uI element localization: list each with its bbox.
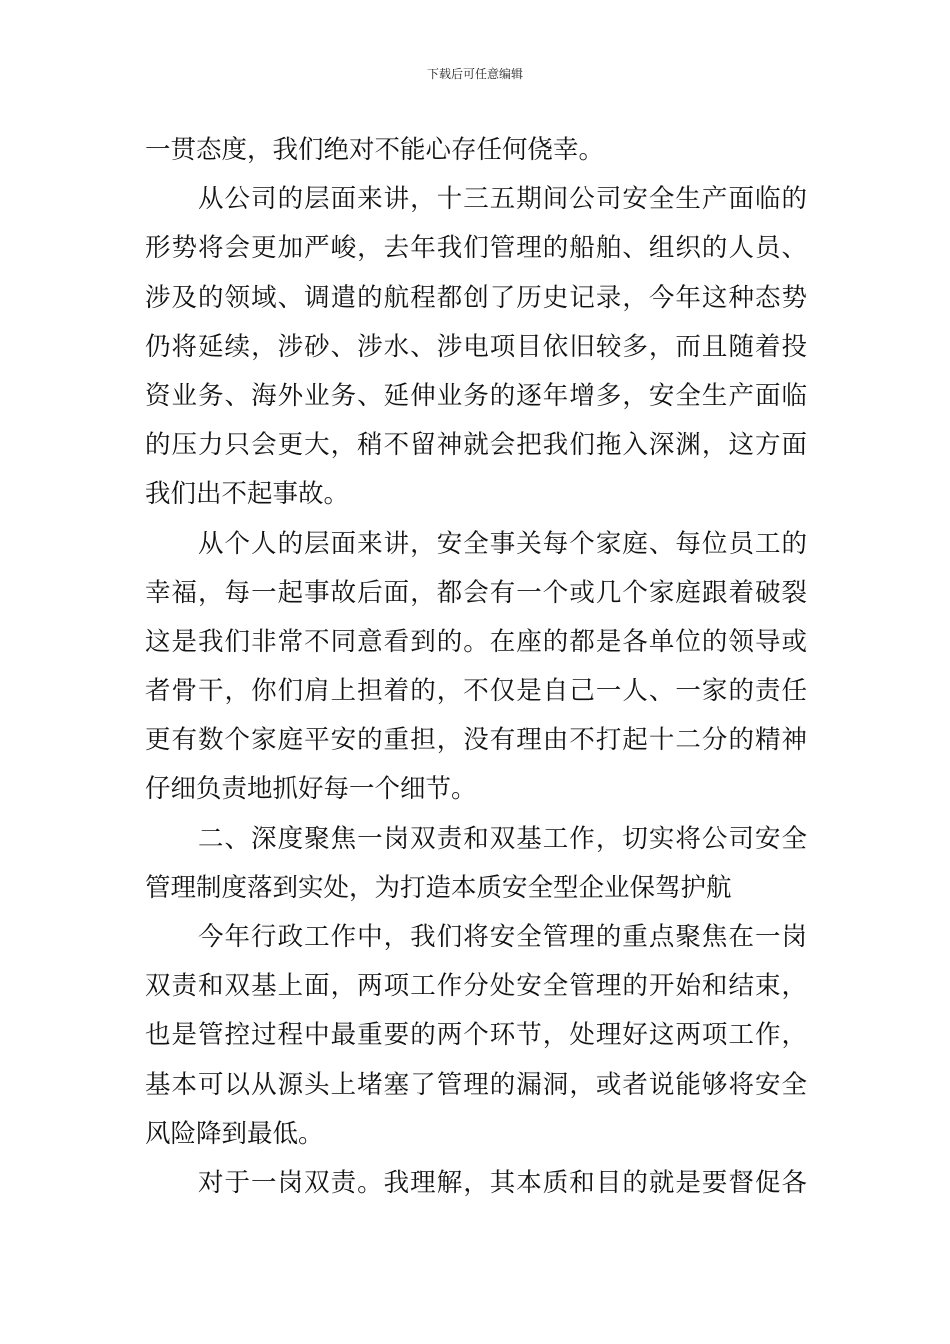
body-text bbox=[145, 126, 807, 1208]
text-line: 基本可以从源头上堵塞了管理的漏洞，或者说能够将安全 bbox=[145, 1069, 807, 1100]
text-line: 二、深度聚焦一岗双责和双基工作，切实将公司安全 bbox=[198, 823, 807, 854]
text-line: 这是我们非常不同意看到的。在座的都是各单位的领导或 bbox=[145, 626, 807, 657]
text-line: 风险降到最低。 bbox=[145, 1118, 324, 1149]
text-line: 更有数个家庭平安的重担，没有理由不打起十二分的精神 bbox=[145, 725, 807, 756]
text-line: 幸福，每一起事故后面，都会有一个或几个家庭跟着破裂 bbox=[145, 577, 807, 608]
text-line: 形势将会更加严峻，去年我们管理的船舶、组织的人员、 bbox=[145, 233, 807, 264]
text-line: 资业务、海外业务、延伸业务的逐年增多，安全生产面临 bbox=[145, 380, 807, 411]
text-line: 的压力只会更大，稍不留神就会把我们拖入深渊，这方面 bbox=[145, 430, 807, 461]
text-line: 涉及的领域、调遣的航程都创了历史记录，今年这种态势 bbox=[145, 282, 807, 313]
text-line: 从公司的层面来讲，十三五期间公司安全生产面临的 bbox=[198, 184, 807, 215]
text-line: 仔细负责地抓好每一个细节。 bbox=[145, 774, 477, 805]
text-line: 也是管控过程中最重要的两个环节，处理好这两项工作， bbox=[145, 1020, 807, 1051]
text-line: 者骨干，你们肩上担着的，不仅是自己一人、一家的责任 bbox=[145, 676, 807, 707]
text-line: 今年行政工作中，我们将安全管理的重点聚焦在一岗 bbox=[198, 922, 807, 952]
text-line: 我们出不起事故。 bbox=[145, 479, 350, 510]
text-line: 从个人的层面来讲，安全事关每个家庭、每位员工的 bbox=[198, 528, 807, 559]
text-line: 仍将延续，涉砂、涉水、涉电项目依旧较多，而且随着投 bbox=[145, 331, 807, 362]
text-line: 对于一岗双责。我理解，其本质和目的就是要督促各 bbox=[198, 1167, 807, 1198]
text-line: 管理制度落到实处，为打造本质安全型企业保驾护航 bbox=[145, 872, 732, 903]
header-note: 下载后可任意编辑 bbox=[426, 67, 523, 81]
text-line: 双责和双基上面，两项工作分处安全管理的开始和结束， bbox=[145, 971, 807, 1002]
text-line: 一贯态度，我们绝对不能心存任何侥幸。 bbox=[145, 135, 605, 165]
